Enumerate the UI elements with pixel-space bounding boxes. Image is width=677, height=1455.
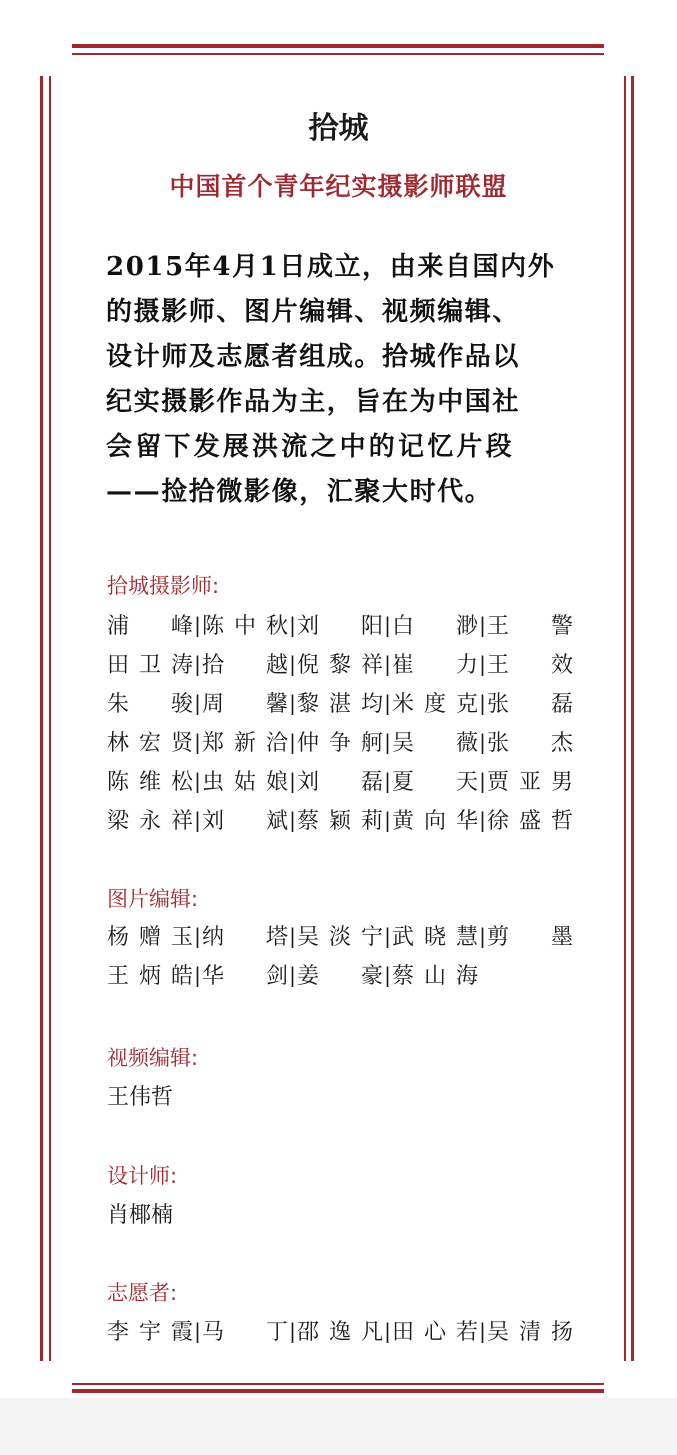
intro-paragraph [106, 245, 576, 515]
member-name: 虫 姑 娘 [202, 770, 288, 795]
member-name: 米 度 克 [392, 692, 478, 717]
name-separator: | [194, 923, 201, 948]
page-title: 拾城 [308, 111, 369, 146]
member-name: 蔡 颖 莉 [297, 809, 383, 834]
volunteers-list [107, 1311, 573, 1350]
bottom-shade [0, 1398, 677, 1455]
frame-right-line-outer [631, 76, 634, 1361]
name-separator: | [479, 807, 486, 832]
member-name: 陈 中 秋 [202, 614, 288, 639]
member-name: 白 渺 [392, 614, 478, 639]
member-name: 刘 斌 [202, 809, 288, 834]
member-name: 马 丁 [202, 1320, 288, 1345]
member-name: 王 警 [487, 614, 573, 639]
name-separator: | [479, 923, 486, 948]
member-name: 田 卫 涛 [107, 653, 193, 678]
name-separator: | [194, 612, 201, 637]
frame-bottom-line-outer [72, 1389, 604, 1393]
name-separator: | [289, 768, 296, 793]
member-name: 刘 磊 [297, 770, 383, 795]
member-name: 姜 豪 [297, 964, 383, 989]
page-subtitle: 中国首个青年纪实摄影师联盟 [169, 172, 508, 201]
member-name: 张 磊 [487, 692, 573, 717]
name-separator: | [479, 690, 486, 715]
name-separator: | [289, 690, 296, 715]
intro-line: 的摄影师、图片编辑、视频编辑、 [106, 297, 521, 327]
name-separator: | [194, 962, 201, 987]
member-name: 仲 争 舸 [297, 731, 383, 756]
member-name: 武 晓 慧 [392, 925, 478, 950]
member-name: 浦 峰 [107, 614, 193, 639]
intro-line: 纪实摄影作品为主，旨在为中国社 [106, 387, 521, 417]
name-separator: | [479, 729, 486, 754]
name-separator: | [479, 1318, 486, 1343]
member-name: 黄 向 华 [392, 809, 478, 834]
name-separator: | [479, 651, 486, 676]
name-separator: | [289, 651, 296, 676]
intro-line: 2015年4月1日成立，由来自国内外 [106, 252, 556, 282]
name-separator: | [289, 612, 296, 637]
member-name: 夏 天 [392, 770, 478, 795]
name-separator: | [384, 962, 391, 987]
member-name: 梁 永 祥 [107, 809, 193, 834]
member-name: 蔡 山 海 [392, 964, 478, 989]
member-name: 吴 清 扬 [487, 1320, 573, 1345]
frame-right-line-inner [624, 76, 626, 1361]
member-name: 陈 维 松 [107, 770, 193, 795]
designers-heading: 设计师: [107, 1164, 178, 1188]
member-name: 林 宏 贤 [107, 731, 193, 756]
name-separator: | [289, 962, 296, 987]
volunteers-heading: 志愿者: [107, 1281, 178, 1305]
member-name: 崔 力 [392, 653, 478, 678]
member-name: 杨 赠 玉 [107, 925, 193, 950]
name-separator: | [194, 1318, 201, 1343]
member-name: 周 馨 [202, 692, 288, 717]
editors-heading: 图片编辑: [107, 887, 199, 911]
member-name: 田 心 若 [392, 1320, 478, 1345]
member-name: 徐 盛 哲 [487, 809, 573, 834]
member-name: 贾 亚 男 [487, 770, 573, 795]
member-name: 朱 骏 [107, 692, 193, 717]
member-name: 王 效 [487, 653, 573, 678]
name-separator: | [479, 768, 486, 793]
name-separator: | [194, 690, 201, 715]
frame-bottom-line-inner [72, 1383, 604, 1385]
member-name: 郑 新 洽 [202, 731, 288, 756]
name-separator: | [194, 768, 201, 793]
name-separator: | [289, 807, 296, 832]
member-name: 倪 黎 祥 [297, 653, 383, 678]
intro-line: 设计师及志愿者组成。拾城作品以 [106, 342, 521, 372]
member-name: 华 剑 [202, 964, 288, 989]
name-separator: | [384, 612, 391, 637]
member-name: 李 宇 霞 [107, 1320, 193, 1345]
name-separator: | [384, 768, 391, 793]
name-separator: | [384, 1318, 391, 1343]
member-name: 黎 湛 均 [297, 692, 383, 717]
frame-top-line-outer [72, 44, 604, 48]
member-name: 邵 逸 凡 [297, 1320, 383, 1345]
name-separator: | [194, 651, 201, 676]
member-name: 王 炳 皓 [107, 964, 193, 989]
frame-left-line-inner [49, 76, 51, 1361]
editors-list [107, 916, 573, 994]
name-separator: | [384, 651, 391, 676]
name-separator: | [194, 807, 201, 832]
member-name: 吴 薇 [392, 731, 478, 756]
intro-line: 会留下发展洪流之中的记忆片段 [106, 432, 515, 462]
name-separator: | [384, 729, 391, 754]
name-separator: | [384, 690, 391, 715]
name-separator: | [384, 923, 391, 948]
intro-line: ——捡拾微影像，汇聚大时代。 [106, 477, 493, 507]
name-separator: | [289, 1318, 296, 1343]
photographers-heading: 拾城摄影师: [107, 574, 220, 598]
member-name: 吴 淡 宁 [297, 925, 383, 950]
member-name: 刘 阳 [297, 614, 383, 639]
name-separator: | [384, 807, 391, 832]
video-editor-name: 王伟哲 [107, 1085, 174, 1110]
member-name: 拾 越 [202, 653, 288, 678]
name-separator: | [479, 612, 486, 637]
frame-top-line-inner [72, 53, 604, 55]
member-name: 张 杰 [487, 731, 573, 756]
name-separator: | [289, 923, 296, 948]
video-editors-heading: 视频编辑: [107, 1046, 199, 1070]
member-name: 剪 墨 [487, 925, 573, 950]
member-name: 纳 塔 [202, 925, 288, 950]
name-separator: | [194, 729, 201, 754]
name-separator: | [289, 729, 296, 754]
designer-name: 肖椰楠 [107, 1203, 174, 1228]
frame-left-line-outer [40, 76, 43, 1361]
photographers-list [107, 605, 573, 839]
